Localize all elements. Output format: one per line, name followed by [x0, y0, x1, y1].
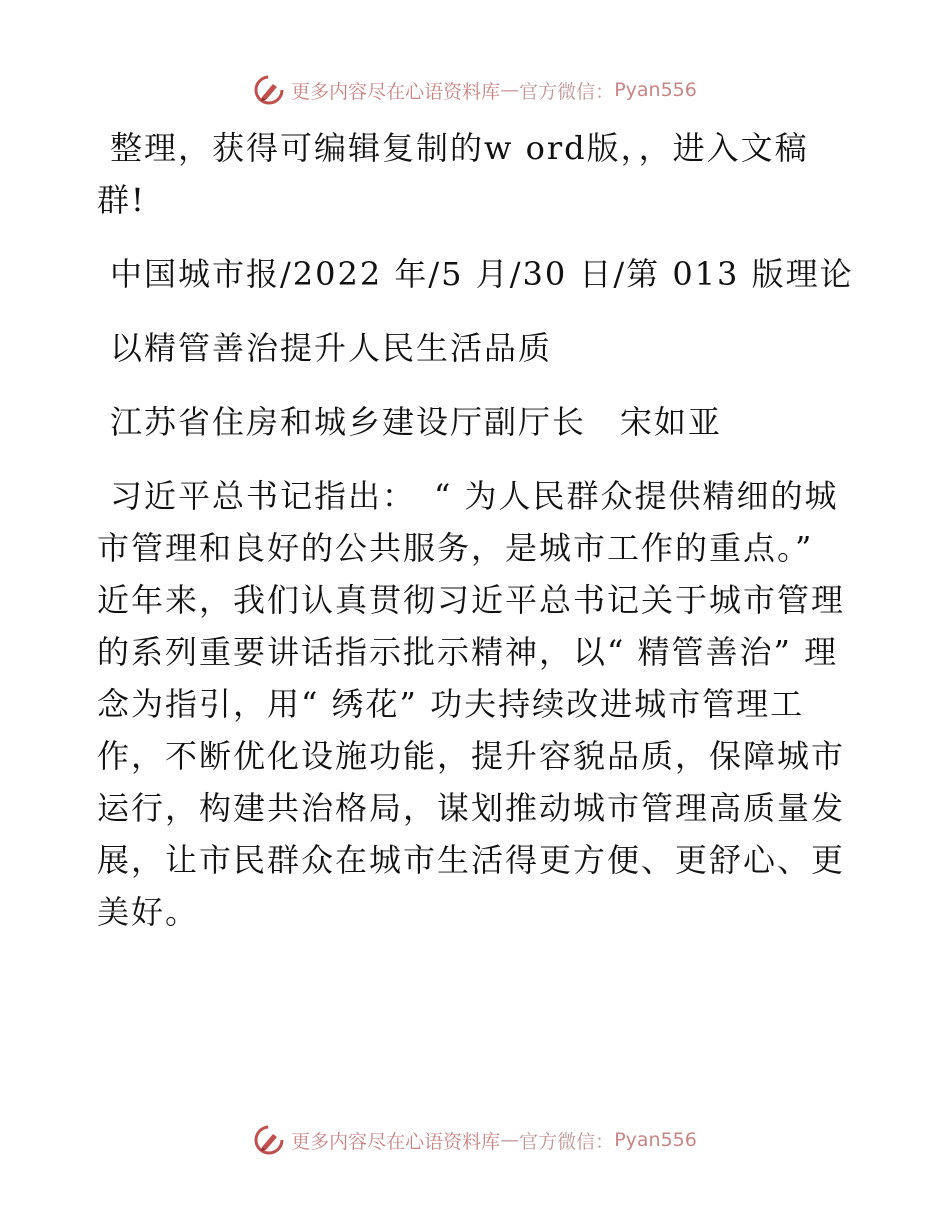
source-line: 中国城市报/2022 年/5 月/30 日/第 013 版理论	[110, 255, 854, 293]
watermark-dash: —	[500, 79, 520, 101]
watermark-wechat-label: 官方微信：	[519, 80, 615, 103]
watermark-main-text: 更多内容尽在心语资料库	[291, 80, 501, 103]
footer-watermark	[0, 1120, 950, 1160]
watermark-wechat-id: Pyan556	[614, 79, 697, 101]
author-line: 江苏省住房和城乡建设厅副厅长 宋如亚	[110, 403, 723, 441]
watermark-wechat-id: Pyan556	[614, 1129, 697, 1151]
article-title: 以精管善治提升人民生活品质	[110, 329, 553, 367]
document-body	[97, 122, 857, 938]
pen-logo-icon	[253, 1124, 285, 1156]
header-watermark	[0, 70, 950, 110]
body-paragraph: 习近平总书记指出： “ 为人民群众提供精细的城市管理和良好的公共服务，是城市工作的重点。” 近年来，我们认真贯彻习近平总书记关于城市管理的系列重要讲话指示批示精神，以“ 精管善治” 理念为指引，用“ 绣花” 功夫持续改进城市管理工作，不断优化设施功能，提升容貌品质，保障城市运行，构建共治格局，谋划推动城市管理高质量发展，让市民群众在城市生活得更方便、更舒心、更美好。	[97, 477, 848, 931]
watermark-main-text: 更多内容尽在心语资料库	[291, 1130, 501, 1153]
watermark-wechat-label: 官方微信：	[519, 1130, 615, 1153]
pen-logo-icon	[253, 74, 285, 106]
watermark-dash: —	[500, 1129, 520, 1151]
intro-paragraph: 整理，获得可编辑复制的w ord版，，进入文稿群!	[97, 129, 809, 219]
